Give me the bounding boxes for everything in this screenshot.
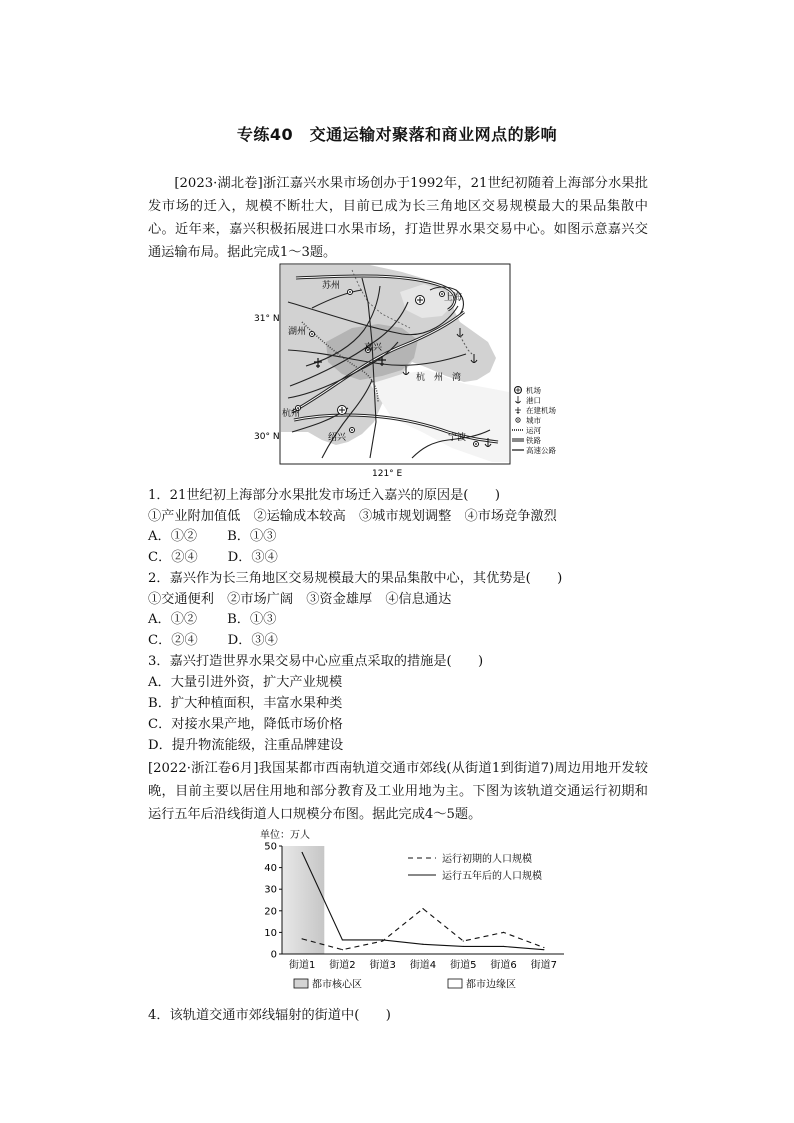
latitude-30: 30° N <box>254 432 280 442</box>
city-label-shaoxing: 绍兴 <box>328 433 347 443</box>
city-label-shanghai: 上海 <box>444 293 463 303</box>
series-2-point <box>503 946 504 947</box>
y-tick-label: 20 <box>264 906 277 918</box>
question-2-stem: 2．嘉兴作为长三角地区交易规模最大的果品集散中心，其优势是( ) <box>148 571 563 586</box>
legend-canal-label: 运河 <box>526 426 541 435</box>
chart-zone-legend <box>294 978 516 991</box>
question-1-statements: ①产业附加值低 ②运输成本较高 ③城市规划调整 ④市场竞争激烈 <box>148 509 557 524</box>
question-2-option-a[interactable]: A．①② <box>148 612 198 627</box>
series-line-2 <box>302 852 544 949</box>
x-tick-label: 街道5 <box>450 960 477 971</box>
legend-railway-label: 铁路 <box>526 436 541 445</box>
question-1-stem: 1．21世纪初上海部分水果批发市场迁入嘉兴的原因是( ) <box>148 488 500 503</box>
legend-airport-label: 机场 <box>526 386 541 395</box>
city-icon <box>516 418 520 422</box>
question-2-option-d[interactable]: D．③④ <box>227 633 278 648</box>
map-legend <box>512 385 556 455</box>
question-2-option-b[interactable]: B．①③ <box>227 612 277 627</box>
population-chart <box>258 828 568 996</box>
city-label-huzhou: 湖州 <box>288 327 307 337</box>
question-2-statements: ①交通便利 ②市场广阔 ③资金雄厚 ④信息通达 <box>148 592 452 607</box>
series-line-1 <box>302 909 544 950</box>
zone-legend-swatch-2 <box>448 979 462 988</box>
legend-label-2: 运行五年后的人口规模 <box>442 871 542 882</box>
y-tick-label: 10 <box>264 927 277 939</box>
question-3-option-b[interactable]: B．扩大种植面积，丰富水果种类 <box>148 696 343 711</box>
question-3-option-d[interactable]: D．提升物流能级，注重品牌建设 <box>148 738 344 753</box>
section1-intro: [2023·湖北卷]浙江嘉兴水果市场创办于1992年，21世纪初随着上海部分水果批发市场的迁入，规模不断壮大，目前已成为长三角地区交易规模最大的果品集散中心。近年来，嘉兴积极拓展进口水果市场，打造世界水果交易中心。如图示意嘉兴交通运输布局。据此完成1～3题。 <box>148 176 648 260</box>
question-1-option-b[interactable]: B．①③ <box>227 529 277 544</box>
section2-intro: [2022·浙江卷6月]我国某都市西南轨道交通市郊线(从街道1到街道7)周边用地开发较晚，目前主要以居住用地和部分教育及工业用地为主。下图为该轨道交通运行初期和运行五年后沿线街道人口规模分布图。据此完成4～5题。 <box>148 761 648 822</box>
series-1-point <box>463 940 464 941</box>
airport-icon <box>338 406 347 415</box>
zone-legend-label-1: 都市核心区 <box>312 979 362 991</box>
port-icon <box>516 396 521 403</box>
core-zone-shade <box>282 846 324 954</box>
water-label: 杭 州 湾 <box>416 373 462 383</box>
question-1-option-a[interactable]: A．①② <box>148 529 198 544</box>
x-tick-label: 街道4 <box>409 960 437 971</box>
question-1-option-d[interactable]: D．③④ <box>227 550 278 565</box>
question-1-options-row1 <box>148 527 276 547</box>
x-tick-label: 街道1 <box>288 960 316 971</box>
question-3-option-c[interactable]: C．对接水果产地，降低市场价格 <box>148 717 343 732</box>
latitude-31: 31° N <box>254 314 280 324</box>
series-2-point <box>543 949 544 950</box>
longitude-121: 121° E <box>372 469 403 479</box>
question-1-option-c[interactable]: C．②④ <box>148 550 198 565</box>
series-1-point <box>422 908 423 909</box>
series-2-point <box>463 946 464 947</box>
question-2-option-c[interactable]: C．②④ <box>148 633 198 648</box>
series-2-point <box>302 852 303 853</box>
chart-unit-label: 单位：万人 <box>260 830 310 841</box>
y-tick-label: 0 <box>270 949 277 961</box>
series-2-point <box>382 939 383 940</box>
y-tick-label: 40 <box>264 863 277 875</box>
legend-port-label: 港口 <box>526 396 541 405</box>
x-tick-label: 街道6 <box>490 960 517 971</box>
legend-city-label: 城市 <box>526 416 541 425</box>
x-tick-label: 街道3 <box>369 960 396 971</box>
jiaxing-transport-map <box>252 262 556 482</box>
airport-icon <box>515 387 522 394</box>
series-1-point <box>382 940 383 941</box>
city-label-jiaxing: 嘉兴 <box>364 343 383 353</box>
series-1-point <box>342 949 343 950</box>
legend-highway-label: 高速公路 <box>526 446 556 455</box>
y-tick-label: 50 <box>264 841 277 853</box>
x-tick-label: 街道2 <box>329 960 356 971</box>
question-1-options-row2 <box>148 548 278 568</box>
city-label-ningbo: 宁波 <box>448 433 467 443</box>
y-tick-label: 30 <box>264 884 277 896</box>
series-1-point <box>543 947 544 948</box>
chart-series-legend <box>408 852 542 882</box>
city-label-hangzhou: 杭州 <box>282 409 301 419</box>
question-2-options-row1 <box>148 610 276 630</box>
series-1-point <box>302 938 303 939</box>
zone-legend-swatch-1 <box>294 979 308 988</box>
zone-legend-label-2: 都市边缘区 <box>466 979 516 991</box>
legend-label-1: 运行初期的人口规模 <box>442 854 532 865</box>
page-title: 专练40 交通运输对聚落和商业网点的影响 <box>236 125 558 144</box>
airport-icon <box>416 296 425 305</box>
legend-building-airport-label: 在建机场 <box>526 406 556 415</box>
series-2-point <box>342 939 343 940</box>
question-3-option-a[interactable]: A．大量引进外资，扩大产业规模 <box>148 675 343 690</box>
question-4-stem: 4．该轨道交通市郊线辐射的街道中( ) <box>148 1008 391 1023</box>
question-3-stem: 3．嘉兴打造世界水果交易中心应重点采取的措施是( ) <box>148 654 484 669</box>
x-tick-label: 街道7 <box>530 960 558 971</box>
city-label-suzhou: 苏州 <box>322 281 341 291</box>
question-2-options-row2 <box>148 631 278 651</box>
airport-building-icon <box>515 407 521 414</box>
series-2-point <box>422 944 423 945</box>
chart-series <box>302 852 545 950</box>
series-1-point <box>503 932 504 933</box>
